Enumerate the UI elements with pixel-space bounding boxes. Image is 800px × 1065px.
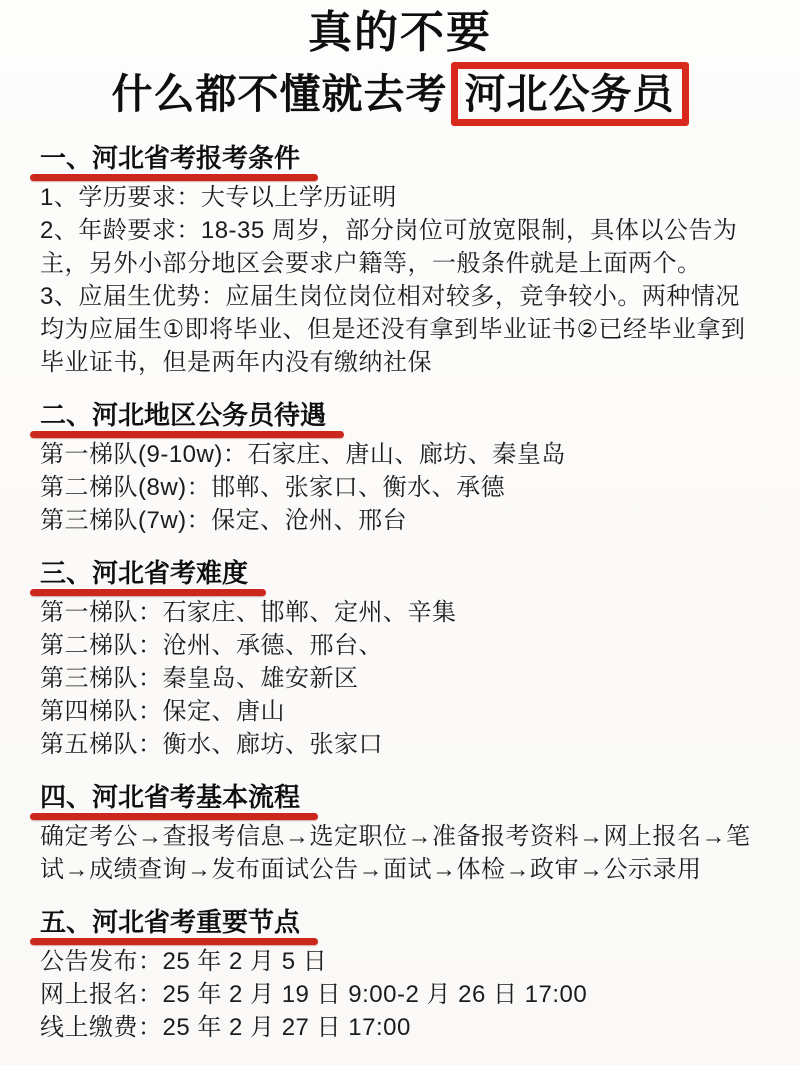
section-key-dates <box>40 906 760 1044</box>
red-underline <box>30 938 318 945</box>
body-line: 公告发布：25 年 2 月 5 日 <box>40 948 328 975</box>
body-line: 3、应届生优势：应届生岗位岗位相对较多，竞争较小。两种情况均为应届生①即将毕业、但是还没有拿到毕业证书②已经毕业拿到毕业证书，但是两年内没有缴纳社保 <box>40 283 746 376</box>
section-heading <box>40 142 300 175</box>
body-line: 线上缴费：25 年 2 月 27 日 17:00 <box>40 1014 411 1041</box>
section-heading <box>40 906 300 939</box>
body-line: 1、学历要求：大专以上学历证明 <box>40 184 397 211</box>
title-highlight-box: 河北公务员 <box>451 62 689 126</box>
page-title <box>40 8 760 126</box>
body-line: 确定考公→查报考信息→选定职位→准备报考资料→网上报名→笔试→成绩查询→发布面试公告→面试→体检→政审→公示录用 <box>40 823 751 883</box>
section-heading <box>40 781 300 814</box>
body-line: 第二梯队：沧州、承德、邢台、 <box>40 632 383 659</box>
section-difficulty-tiers <box>40 557 760 761</box>
section-heading-text: 二、河北地区公务员待遇 <box>40 400 327 430</box>
section-salary-tiers <box>40 399 760 537</box>
body-line: 2、年龄要求：18-35 周岁，部分岗位可放宽限制，具体以公告为主，另外小部分地区会要求户籍等，一般条件就是上面两个。 <box>40 217 738 277</box>
section-heading <box>40 399 326 432</box>
red-underline <box>30 431 344 438</box>
body-line: 第五梯队：衡水、廊坊、张家口 <box>40 731 383 758</box>
body-line: 第三梯队(7w)：保定、沧州、邢台 <box>40 507 408 534</box>
body-line: 第二梯队(8w)：邯郸、张家口、衡水、承德 <box>40 474 506 501</box>
section-application-conditions <box>40 142 760 379</box>
body-line: 第一梯队：石家庄、邯郸、定州、辛集 <box>40 599 457 626</box>
body-line: 第一梯队(9-10w)：石家庄、唐山、廊坊、秦皇岛 <box>40 441 566 468</box>
red-underline <box>30 174 318 181</box>
section-exam-process <box>40 781 760 886</box>
body-line: 第三梯队：秦皇岛、雄安新区 <box>40 665 359 692</box>
section-heading-text: 四、河北省考基本流程 <box>40 782 301 812</box>
section-heading-text: 五、河北省考重要节点 <box>40 907 301 937</box>
section-heading-text: 一、河北省考报考条件 <box>40 143 301 173</box>
red-underline <box>30 813 318 820</box>
section-heading <box>40 557 248 590</box>
title-line-1: 真的不要 <box>308 8 492 57</box>
body-line: 网上报名：25 年 2 月 19 日 9:00-2 月 26 日 17:00 <box>40 981 588 1008</box>
red-underline <box>30 589 266 596</box>
section-heading-text: 三、河北省考难度 <box>40 558 249 588</box>
title-line-2-prefix: 什么都不懂就去考 <box>111 71 448 117</box>
body-line: 第四梯队：保定、唐山 <box>40 698 285 725</box>
title-line-2 <box>40 62 760 126</box>
